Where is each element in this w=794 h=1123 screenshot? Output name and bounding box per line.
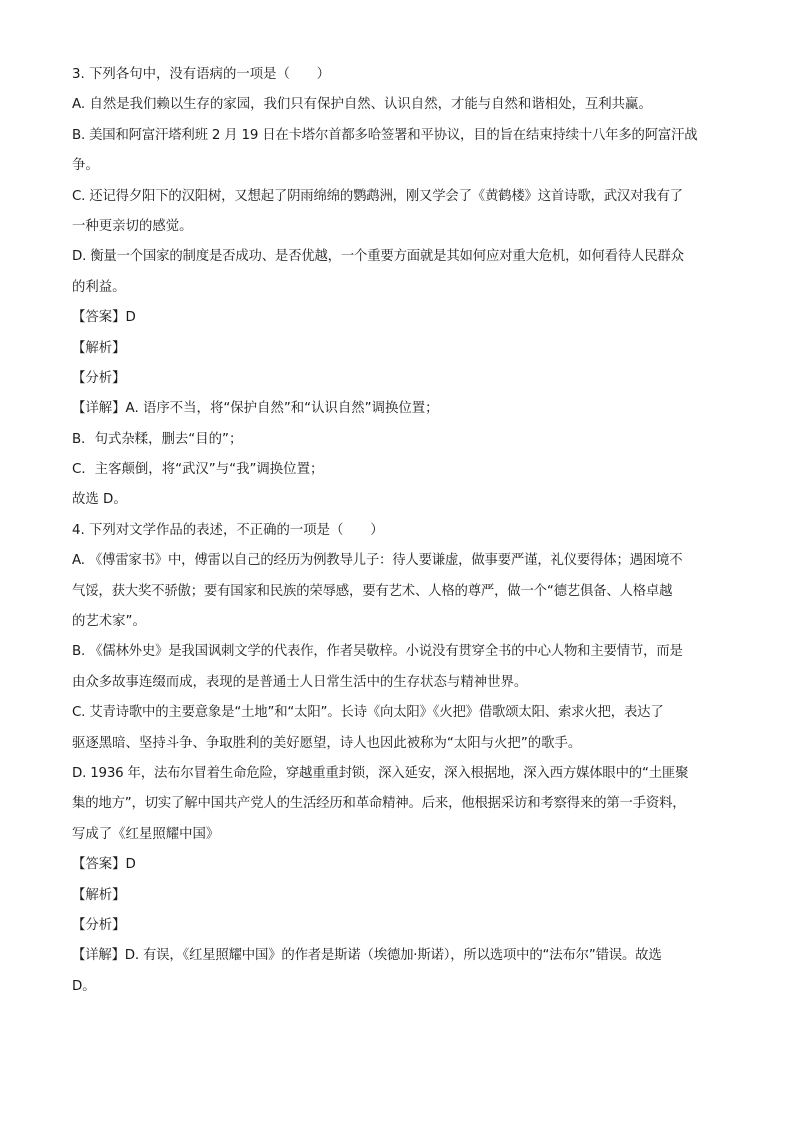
q3-detail-a: 【详解】A. 语序不当，将“保护自然”和“认识自然”调换位置；: [72, 401, 439, 417]
q3-option-a: A. 自然是我们赖以生存的家园，我们只有保护自然、认识自然，才能与自然和谐相处，互利共赢。: [72, 97, 652, 113]
q3-detail-c: C．主客颠倒，将“武汉”与“我”调换位置；: [72, 462, 324, 478]
q3-explanation-heading: 【解析】: [72, 340, 126, 356]
q4-option-a-line1: A. 《傅雷家书》中，傅雷以自己的经历为例教导儿子：待人要谦虚，做事要严谨，礼仪要得体；遇困境不: [72, 553, 683, 569]
q3-option-c-line2: 一种更亲切的感觉。: [72, 218, 193, 234]
q4-option-a-line3: 的艺术家”。: [72, 614, 146, 630]
q4-option-d-line1: D. 1936 年，法布尔冒着生命危险，穿越重重封锁，深入延安，深入根据地，深入西方媒体眼中的“土匪聚: [72, 765, 689, 781]
q4-option-b-line1: B. 《儒林外史》是我国讽刺文学的代表作，作者吴敬梓。小说没有贯穿全书的中心人物和主要情节，而是: [72, 644, 683, 660]
q4-stem: 4. 下列对文学作品的表述，不正确的一项是（ ）: [72, 522, 384, 538]
q3-analysis-heading: 【分析】: [72, 370, 126, 386]
q4-option-c-line2: 驱逐黑暗、坚持斗争、争取胜利的美好愿望，诗人也因此被称为“太阳与火把”的歌手。: [72, 735, 582, 751]
document-page: [72, 60, 724, 1002]
q3-stem: 3. 下列各句中，没有语病的一项是（ ）: [72, 67, 331, 82]
q3-option-c-line1: C. 还记得夕阳下的汉阳树，又想起了阴雨绵绵的鹦鹉洲，刚又学会了《黄鹤楼》这首诗歌，武汉对我有了: [72, 188, 683, 204]
q3-option-d-line1: D. 衡量一个国家的制度是否成功、是否优越，一个重要方面就是其如何应对重大危机，如何看待人民群众: [72, 249, 684, 265]
q3-conclusion: 故选 D。: [72, 492, 127, 508]
q3-option-b-line2: 争。: [72, 158, 99, 174]
q4-analysis-heading: 【分析】: [72, 917, 126, 933]
q3-option-b-line1: B. 美国和阿富汗塔利班 2 月 19 日在卡塔尔首都多哈签署和平协议，目的旨在结束持续十八年多的阿富汗战: [72, 127, 698, 143]
q4-answer: 【答案】D: [72, 857, 136, 873]
q4-detail-line1: 【详解】D. 有误，《红星照耀中国》的作者是斯诺（埃德加·斯诺），所以选项中的“法布尔”错误。故选: [72, 948, 662, 964]
q3-option-d-line2: 的利益。: [72, 279, 126, 295]
q3-detail-b: B．句式杂糅，删去“目的”；: [72, 431, 243, 447]
q4-option-c-line1: C. 艾青诗歌中的主要意象是“土地”和“太阳”。长诗《向太阳》《火把》借歌颂太阳、索求火把，表达了: [72, 705, 664, 721]
q4-option-b-line2: 由众多故事连缀而成，表现的是普通士人日常生活中的生存状态与精神世界。: [72, 674, 528, 690]
q3-answer: 【答案】D: [72, 310, 136, 326]
q4-explanation-heading: 【解析】: [72, 887, 126, 903]
q4-option-d-line2: 集的地方”，切实了解中国共产党人的生活经历和革命精神。后来，他根据采访和考察得来的第一手资料，: [72, 796, 686, 812]
q4-option-d-line3: 写成了《红星照耀中国》: [72, 826, 220, 842]
q4-detail-line2: D。: [72, 978, 96, 994]
q4-option-a-line2: 气馁，获大奖不骄傲；要有国家和民族的荣辱感，要有艺术、人格的尊严，做一个“德艺俱备、人格卓越: [72, 583, 673, 599]
